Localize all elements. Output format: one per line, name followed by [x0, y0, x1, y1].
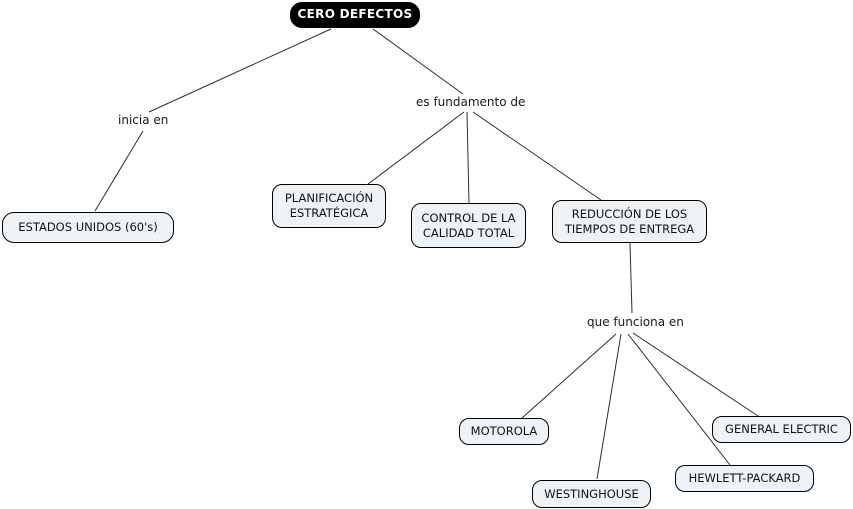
connector-funciona-to-hewlett-packard: [628, 334, 730, 465]
connector-funciona-to-westinghouse: [597, 334, 621, 479]
linking-phrase-que-funciona-en[interactable]: que funciona en: [587, 315, 684, 329]
concept-node-motorola[interactable]: MOTOROLA: [459, 418, 549, 445]
concept-node-planificacion-estrategica[interactable]: PLANIFICACIÓN ESTRATÉGICA: [272, 184, 386, 228]
concept-node-general-electric[interactable]: GENERAL ELECTRIC: [712, 416, 851, 443]
linking-phrase-es-fundamento-de[interactable]: es fundamento de: [416, 95, 526, 109]
connector-fundamento-to-control: [467, 112, 469, 203]
concept-node-estados-unidos[interactable]: ESTADOS UNIDOS (60's): [2, 212, 174, 243]
connector-fundamento-to-planificacion: [368, 112, 464, 184]
connector-root-to-es-fundamento-de: [373, 29, 463, 94]
connector-reduccion-to-que-funciona-en: [630, 243, 632, 313]
concept-node-hewlett-packard[interactable]: HEWLETT-PACKARD: [675, 465, 814, 492]
concept-node-cero-defectos[interactable]: CERO DEFECTOS: [290, 2, 420, 28]
connector-inicia-en-to-estados-unidos: [95, 131, 143, 211]
concept-node-control-calidad-total[interactable]: CONTROL DE LA CALIDAD TOTAL: [411, 203, 526, 248]
connector-fundamento-to-reduccion: [473, 112, 601, 200]
concept-node-reduccion-tiempos-entrega[interactable]: REDUCCIÓN DE LOS TIEMPOS DE ENTREGA: [552, 200, 707, 243]
connector-funciona-to-motorola: [522, 334, 616, 418]
linking-phrase-inicia-en[interactable]: inicia en: [118, 113, 169, 127]
connector-root-to-inicia-en: [149, 29, 331, 112]
connector-funciona-to-general-electric: [633, 333, 758, 416]
concept-node-westinghouse[interactable]: WESTINGHOUSE: [532, 480, 651, 508]
